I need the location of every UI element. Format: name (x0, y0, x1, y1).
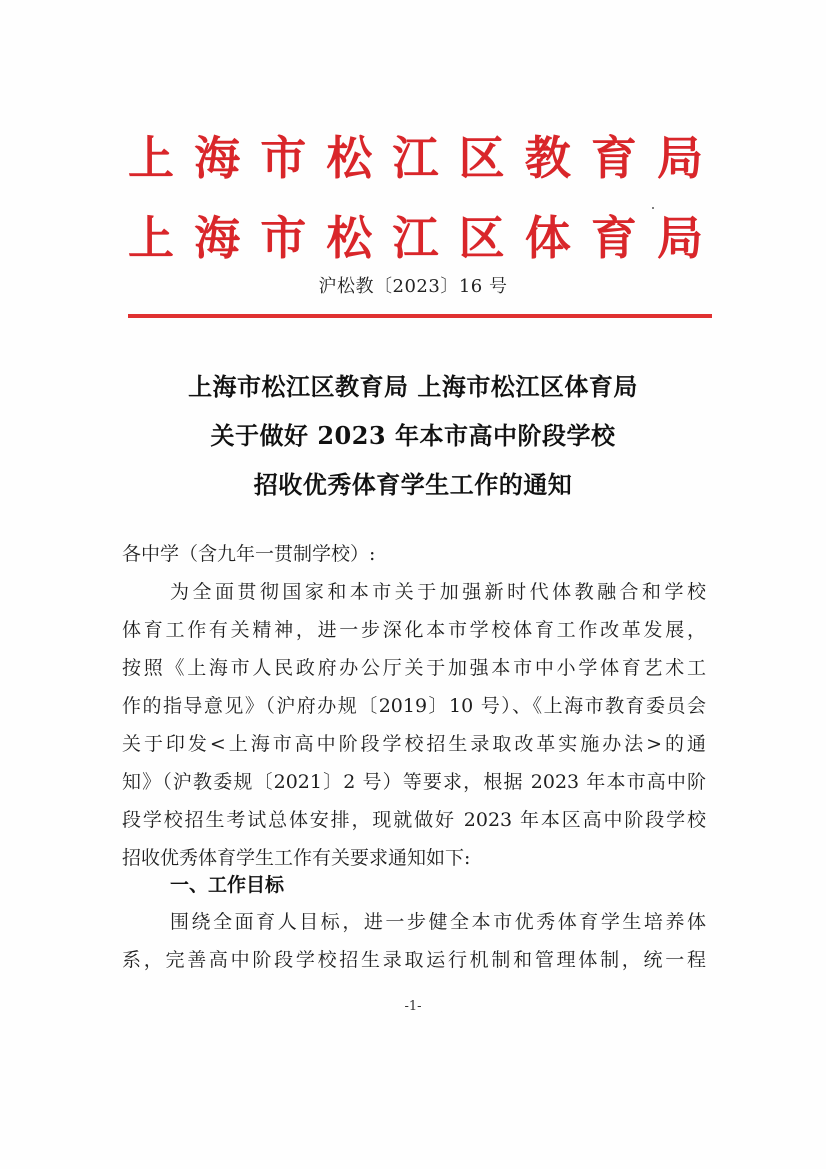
masthead-char: 松 (326, 131, 373, 185)
section-paragraph-line: 系，完善高中阶段学校招生录取运行机制和管理体制，统一程 (122, 949, 706, 971)
body-paragraph-line: 为全面贯彻国家和本市关于加强新时代体教融合和学校 (170, 581, 706, 603)
masthead-char: 育 (590, 211, 637, 265)
masthead-char: 局 (657, 131, 703, 185)
masthead-char: 上 (128, 211, 174, 265)
body-paragraph-line: 知》（沪教委规〔2021〕2 号）等要求，根据 2023 年本市高中阶 (122, 771, 706, 793)
masthead-char: 区 (458, 211, 505, 265)
masthead-char: 局 (657, 211, 703, 265)
salutation: 各中学（含九年一贯制学校）: (122, 543, 376, 565)
masthead-char: 教 (524, 131, 571, 185)
masthead-line-education-bureau (128, 128, 703, 188)
masthead-char: 上 (128, 131, 174, 185)
masthead-char: 江 (392, 211, 439, 265)
body-paragraph-line: 体育工作有关精神，进一步深化本市学校体育工作改革发展， (122, 619, 706, 641)
masthead-char: 海 (194, 211, 241, 265)
section-heading: 一、工作目标 (170, 874, 285, 896)
document-title-line-2: 关于做好 2023 年本市高中阶段学校 (210, 421, 616, 450)
document-title-line-1: 上海市松江区教育局 上海市松江区体育局 (188, 372, 638, 401)
section-paragraph-line: 围绕全面育人目标，进一步健全本市优秀体育学生培养体 (170, 911, 706, 933)
body-paragraph-line: 段学校招生考试总体安排，现就做好 2023 年本区高中阶段学校 (122, 809, 706, 831)
scan-speck (652, 207, 654, 209)
page-number: -1- (404, 999, 422, 1014)
body-paragraph-line: 按照《上海市人民政府办公厅关于加强本市中小学体育艺术工 (122, 657, 706, 679)
masthead-char: 育 (590, 131, 637, 185)
body-paragraph-line: 关于印发<上海市高中阶段学校招生录取改革实施办法>的通 (122, 733, 706, 755)
red-divider-rule (128, 314, 712, 318)
body-paragraph-line: 招收优秀体育学生工作有关要求通知如下: (122, 847, 471, 869)
masthead-char: 松 (326, 211, 373, 265)
masthead-char: 海 (194, 131, 241, 185)
masthead-char: 江 (392, 131, 439, 185)
masthead-char: 市 (260, 131, 307, 185)
masthead-char: 区 (458, 131, 505, 185)
masthead-line-sports-bureau (128, 208, 703, 268)
masthead-char: 体 (524, 211, 571, 265)
document-number: 沪松教〔2023〕16 号 (318, 276, 508, 297)
masthead-char: 市 (260, 211, 307, 265)
body-paragraph-line: 作的指导意见》（沪府办规〔2019〕10 号）、《上海市教育委员会 (122, 695, 706, 717)
document-title-line-3: 招收优秀体育学生工作的通知 (253, 470, 573, 499)
